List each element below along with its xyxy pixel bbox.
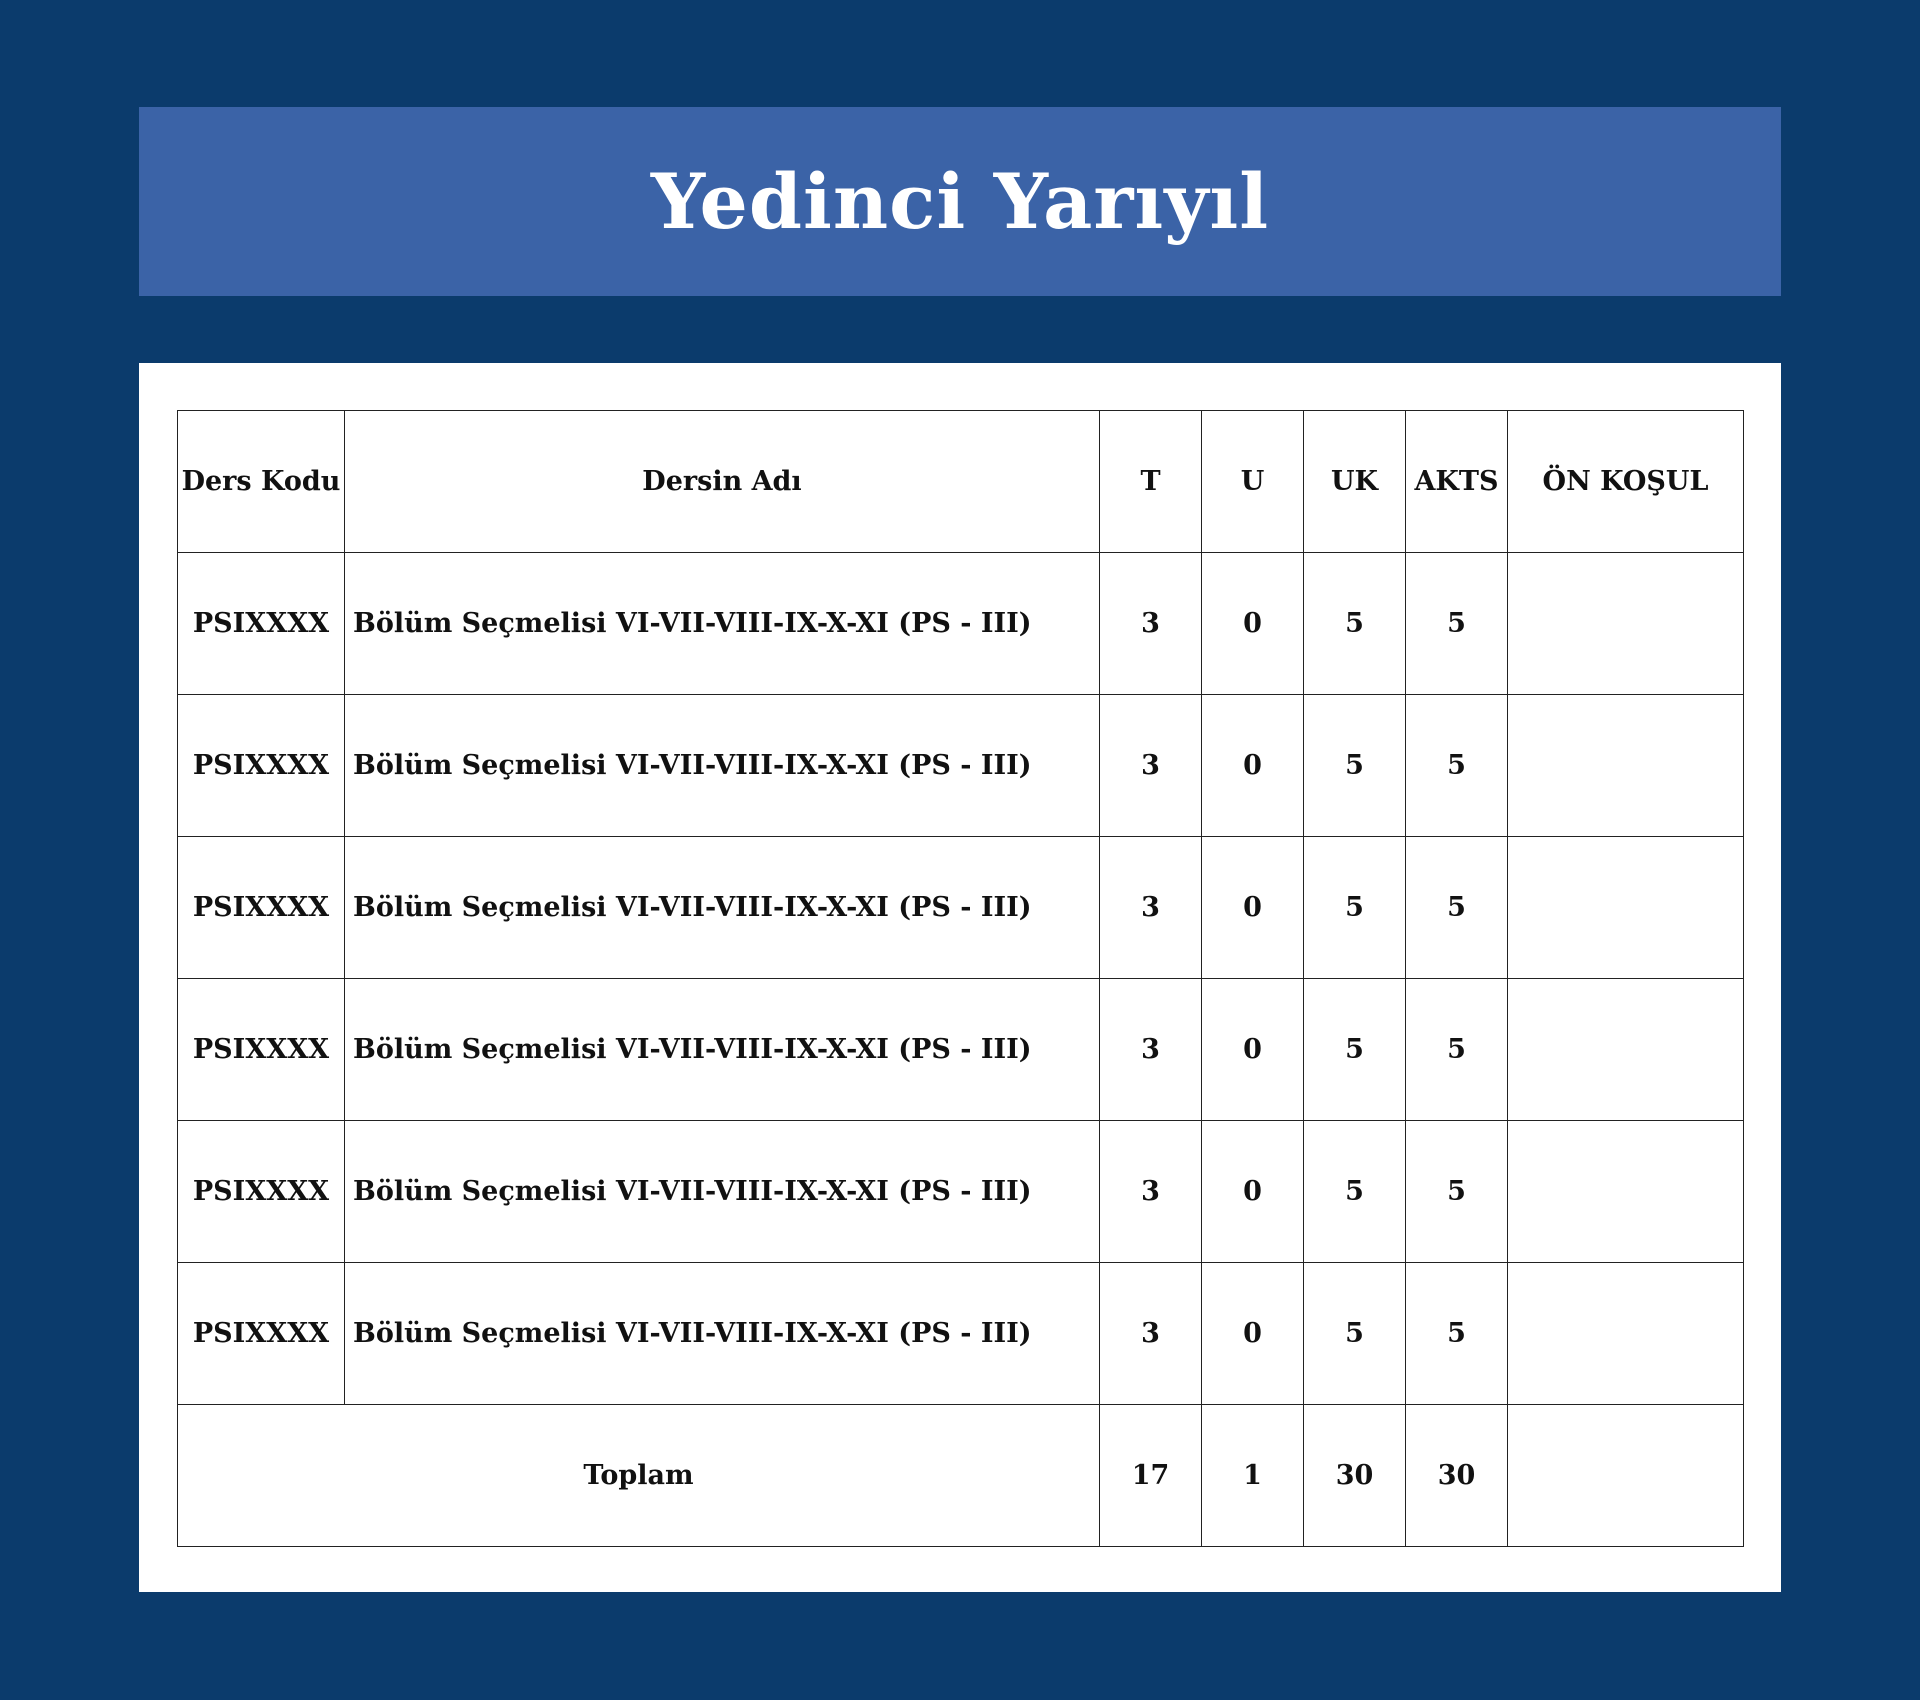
header-u: U (1202, 411, 1304, 553)
total-akts: 30 (1406, 1405, 1508, 1547)
course-u: 0 (1202, 837, 1304, 979)
total-u: 1 (1202, 1405, 1304, 1547)
course-akts: 5 (1406, 553, 1508, 695)
table-row (178, 979, 1744, 1121)
course-name: Bölüm Seçmelisi VI-VII-VIII-IX-X-XI (PS - III) (345, 979, 1100, 1121)
page-title: Yedinci Yarıyıl (650, 157, 1270, 246)
table-row (178, 553, 1744, 695)
course-u: 0 (1202, 1263, 1304, 1405)
table-row (178, 1121, 1744, 1263)
course-prereq (1508, 1121, 1744, 1263)
course-code: PSIXXXX (178, 979, 345, 1121)
course-t: 3 (1100, 1263, 1202, 1405)
course-name: Bölüm Seçmelisi VI-VII-VIII-IX-X-XI (PS - III) (345, 695, 1100, 837)
course-name: Bölüm Seçmelisi VI-VII-VIII-IX-X-XI (PS - III) (345, 553, 1100, 695)
course-akts: 5 (1406, 695, 1508, 837)
course-u: 0 (1202, 1121, 1304, 1263)
table-row (178, 837, 1744, 979)
course-uk: 5 (1304, 837, 1406, 979)
total-t: 17 (1100, 1405, 1202, 1547)
course-uk: 5 (1304, 1121, 1406, 1263)
course-akts: 5 (1406, 1121, 1508, 1263)
table-panel (139, 363, 1781, 1592)
course-name: Bölüm Seçmelisi VI-VII-VIII-IX-X-XI (PS - III) (345, 1121, 1100, 1263)
course-prereq (1508, 979, 1744, 1121)
header-code: Ders Kodu (178, 411, 345, 553)
course-code: PSIXXXX (178, 695, 345, 837)
table-row (178, 1263, 1744, 1405)
course-table (177, 410, 1744, 1547)
header-uk: UK (1304, 411, 1406, 553)
course-t: 3 (1100, 553, 1202, 695)
header-akts: AKTS (1406, 411, 1508, 553)
course-akts: 5 (1406, 979, 1508, 1121)
course-code: PSIXXXX (178, 837, 345, 979)
course-prereq (1508, 553, 1744, 695)
course-u: 0 (1202, 695, 1304, 837)
course-uk: 5 (1304, 979, 1406, 1121)
table-total-row (178, 1405, 1744, 1547)
header-name: Dersin Adı (345, 411, 1100, 553)
total-uk: 30 (1304, 1405, 1406, 1547)
course-name: Bölüm Seçmelisi VI-VII-VIII-IX-X-XI (PS - III) (345, 1263, 1100, 1405)
course-prereq (1508, 695, 1744, 837)
course-uk: 5 (1304, 1263, 1406, 1405)
header-banner (139, 107, 1781, 296)
table-header-row (178, 411, 1744, 553)
total-label: Toplam (178, 1405, 1100, 1547)
header-t: T (1100, 411, 1202, 553)
course-t: 3 (1100, 979, 1202, 1121)
course-code: PSIXXXX (178, 1263, 345, 1405)
course-t: 3 (1100, 837, 1202, 979)
total-prereq (1508, 1405, 1744, 1547)
course-uk: 5 (1304, 695, 1406, 837)
course-t: 3 (1100, 695, 1202, 837)
course-u: 0 (1202, 979, 1304, 1121)
course-akts: 5 (1406, 1263, 1508, 1405)
course-prereq (1508, 837, 1744, 979)
course-name: Bölüm Seçmelisi VI-VII-VIII-IX-X-XI (PS - III) (345, 837, 1100, 979)
course-uk: 5 (1304, 553, 1406, 695)
course-u: 0 (1202, 553, 1304, 695)
header-prereq: ÖN KOŞUL (1508, 411, 1744, 553)
course-t: 3 (1100, 1121, 1202, 1263)
course-prereq (1508, 1263, 1744, 1405)
course-code: PSIXXXX (178, 553, 345, 695)
course-code: PSIXXXX (178, 1121, 345, 1263)
course-akts: 5 (1406, 837, 1508, 979)
table-row (178, 695, 1744, 837)
